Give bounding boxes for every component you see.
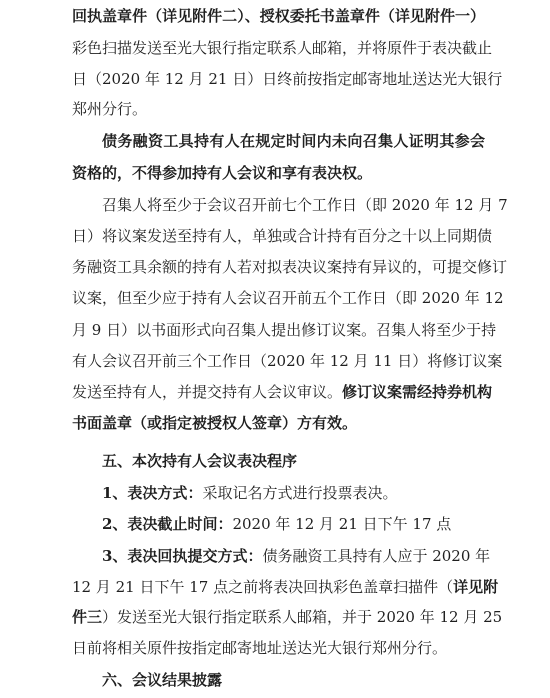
p2-line-2: 资格的，不得参加持有人会议和享有表决权。 [72, 163, 373, 182]
item-2 [102, 514, 451, 534]
item-2-text: 2020 年 12 月 21 日下午 17 点 [232, 515, 452, 533]
section-5-heading: 五、本次持有人会议表决程序 [102, 452, 298, 471]
item-3-line-1 [102, 546, 491, 566]
p1-line-2: 彩色扫描发送至光大银行指定联系人邮箱，并将原件于表决截止 [72, 38, 493, 57]
item-3-line-2 [72, 577, 499, 597]
item-3-line-3 [72, 607, 503, 627]
p3-line-5: 月 9 日）以书面形式向召集人提出修订议案。召集人将至少于持 [72, 320, 497, 339]
item-3-text-2b: 详见附 [453, 577, 499, 596]
p3-line-8: 书面盖章（或指定被授权人签章）方有效。 [72, 414, 358, 433]
item-3-text-2a: 12 月 21 日下午 17 点之前将表决回执彩色盖章扫描件（ [72, 577, 454, 596]
item-3-text-3b: ）发送至光大银行指定联系人邮箱，并于 2020 年 12 月 25 [102, 608, 503, 627]
p3-line-3: 务融资工具余额的持有人若对拟表决议案持有异议的，可提交修订 [72, 258, 508, 277]
item-1 [102, 483, 397, 503]
item-3-label: 3、表决回执提交方式： [102, 546, 263, 565]
p3-line-7-normal: 发送至持有人，并提交持有人会议审议。 [72, 382, 343, 401]
item-2-label: 2、表决截止时间： [102, 515, 233, 533]
item-1-text: 采取记名方式进行投票表决。 [202, 484, 398, 503]
p3-line-1: 召集人将至少于会议召开前七个工作日（即 2020 年 12 月 7 [102, 195, 508, 214]
p2-line-1: 债务融资工具持有人在规定时间内未向召集人证明其参会 [102, 132, 485, 151]
p3-line-7 [72, 382, 492, 402]
p1-line-1: 回执盖章件（详见附件二）、授权委托书盖章件（详见附件一） [72, 7, 485, 25]
item-3-line-4: 日前将相关原件按指定邮寄地址送达光大银行郑州分行。 [72, 639, 448, 658]
p3-line-2: 日）将议案发送至持有人，单独或合计持有百分之十以上同期债 [72, 226, 493, 245]
p1-line-3: 日（2020 年 12 月 21 日）日终前按指定邮寄地址送达光大银行 [72, 69, 503, 88]
item-3-text-1: 债务融资工具持有人应于 2020 年 [262, 546, 491, 565]
item-3-text-3a: 件三 [72, 608, 103, 627]
p3-line-7-bold: 修订议案需经持券机构 [342, 382, 493, 401]
item-1-label: 1、表决方式： [102, 484, 203, 503]
p3-line-6: 有人会议召开前三个工作日（2020 年 12 月 11 日）将修订议案 [72, 351, 503, 370]
p1-line-4: 郑州分行。 [72, 100, 148, 119]
p3-line-4: 议案，但至少应于持有人会议召开前五个工作日（即 2020 年 12 [72, 289, 504, 308]
section-6-heading: 六、会议结果披露 [102, 671, 223, 689]
